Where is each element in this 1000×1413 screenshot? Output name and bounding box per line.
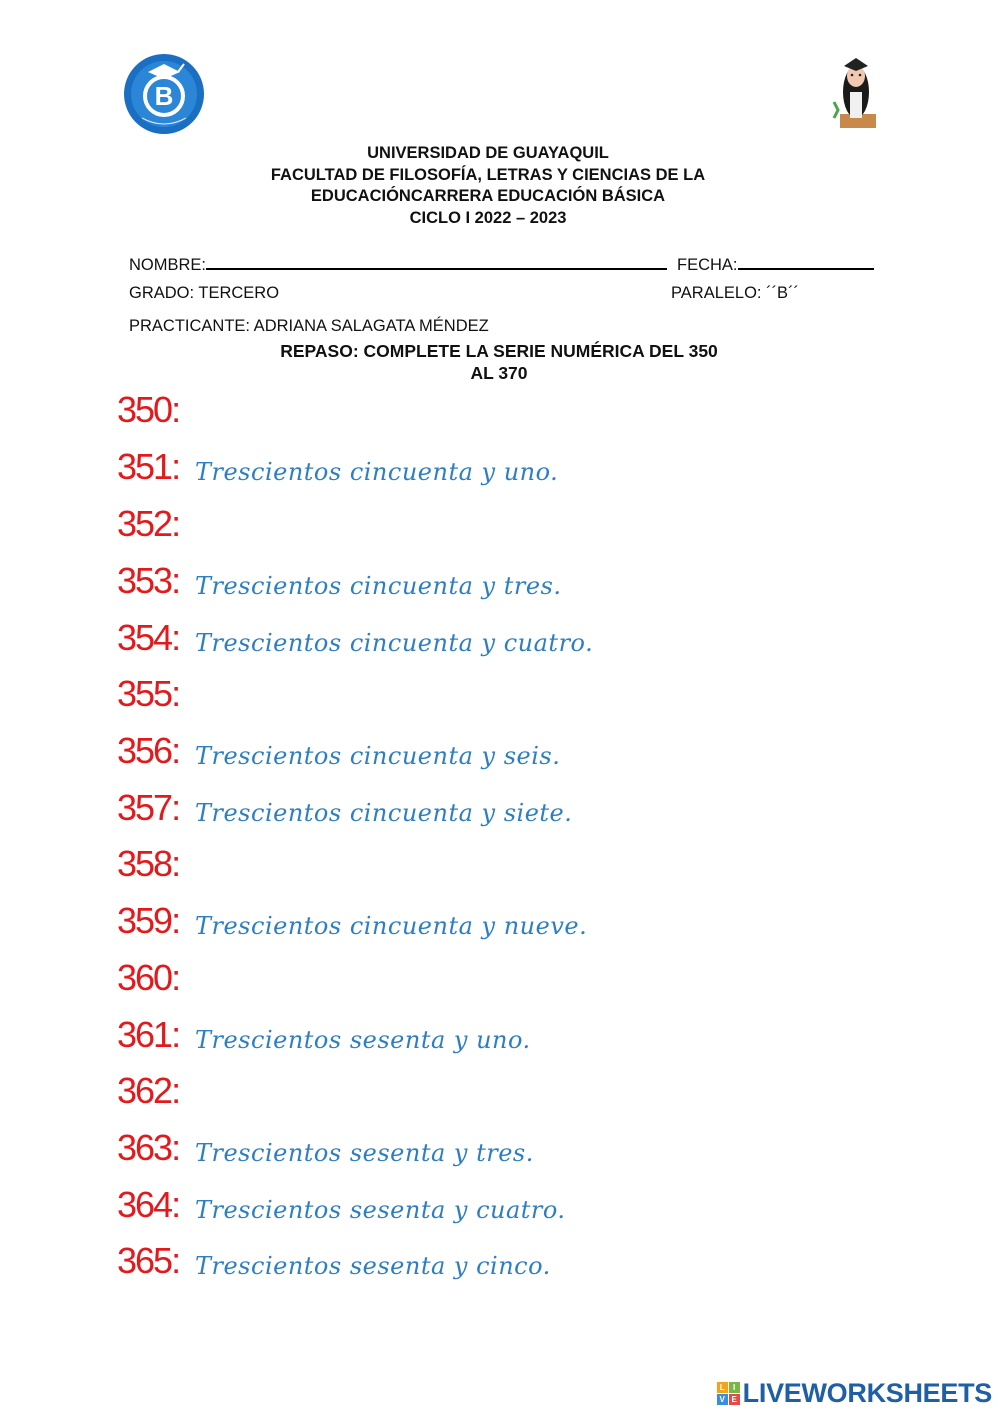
series-number: 351: bbox=[117, 446, 180, 487]
series-text[interactable]: Trescientos cincuenta y seis. bbox=[195, 742, 561, 770]
institution-header bbox=[0, 143, 976, 229]
title-line-1: REPASO: COMPLETE LA SERIE NUMÉRICA DEL 350 bbox=[280, 341, 718, 361]
exercise-title bbox=[0, 340, 998, 384]
series-number: 356: bbox=[117, 730, 180, 771]
liveworksheets-logo-icon bbox=[717, 1382, 740, 1405]
title-line-2: AL 370 bbox=[470, 363, 528, 383]
parallel-label: PARALELO: ´´B´´ bbox=[671, 284, 800, 302]
series-number: 355: bbox=[117, 673, 180, 714]
series-text[interactable]: Trescientos cincuenta y tres. bbox=[195, 572, 562, 600]
series-number: 359: bbox=[117, 900, 180, 941]
name-field[interactable] bbox=[129, 253, 667, 275]
trainee-label: PRACTICANTE: ADRIANA SALAGATA MÉNDEZ bbox=[129, 317, 489, 335]
series-text[interactable]: Trescientos cincuenta y siete. bbox=[195, 799, 573, 827]
series-number: 365: bbox=[117, 1240, 180, 1281]
series-number: 350: bbox=[117, 389, 180, 430]
logo-tile: E bbox=[729, 1394, 740, 1405]
series-number: 364: bbox=[117, 1184, 180, 1225]
series-text[interactable]: Trescientos cincuenta y nueve. bbox=[195, 912, 588, 940]
grade-label: GRADO: TERCERO bbox=[129, 284, 280, 302]
series-number: 353: bbox=[117, 560, 180, 601]
series-text[interactable]: Trescientos cincuenta y cuatro. bbox=[195, 629, 594, 657]
date-blank-line[interactable] bbox=[738, 253, 874, 270]
series-number: 352: bbox=[117, 503, 180, 544]
svg-text:B: B bbox=[154, 81, 174, 111]
header-career: EDUCACIÓNCARRERA EDUCACIÓN BÁSICA bbox=[310, 187, 666, 205]
series-text[interactable]: Trescientos cincuenta y uno. bbox=[195, 458, 559, 486]
liveworksheets-brand[interactable] bbox=[717, 1378, 992, 1409]
date-field[interactable] bbox=[677, 253, 874, 275]
name-label: NOMBRE: bbox=[129, 256, 207, 274]
name-blank-line[interactable] bbox=[206, 253, 667, 270]
series-text[interactable]: Trescientos sesenta y tres. bbox=[195, 1139, 534, 1167]
logo-tile: V bbox=[717, 1394, 728, 1405]
series-text[interactable]: Trescientos sesenta y uno. bbox=[195, 1026, 531, 1054]
series-number: 362: bbox=[117, 1070, 180, 1111]
series-number: 360: bbox=[117, 957, 180, 998]
series-number: 357: bbox=[117, 787, 180, 828]
logo-tile: L bbox=[717, 1382, 728, 1393]
series-number: 354: bbox=[117, 617, 180, 658]
series-number: 363: bbox=[117, 1127, 180, 1168]
series-text[interactable]: Trescientos sesenta y cuatro. bbox=[195, 1196, 566, 1224]
header-university: UNIVERSIDAD DE GUAYAQUIL bbox=[367, 144, 609, 162]
header-faculty: FACULTAD DE FILOSOFÍA, LETRAS Y CIENCIAS DE LA bbox=[270, 165, 706, 184]
university-logo bbox=[122, 52, 206, 136]
series-text[interactable]: Trescientos sesenta y cinco. bbox=[195, 1252, 551, 1280]
logo-tile: I bbox=[729, 1382, 740, 1393]
series-number: 361: bbox=[117, 1014, 180, 1055]
graduate-figure-icon bbox=[828, 52, 880, 132]
series-number: 358: bbox=[117, 843, 180, 884]
header-cycle: CICLO I 2022 – 2023 bbox=[409, 208, 567, 227]
date-label: FECHA: bbox=[677, 256, 738, 274]
brand-name: LIVEWORKSHEETS bbox=[742, 1378, 992, 1408]
